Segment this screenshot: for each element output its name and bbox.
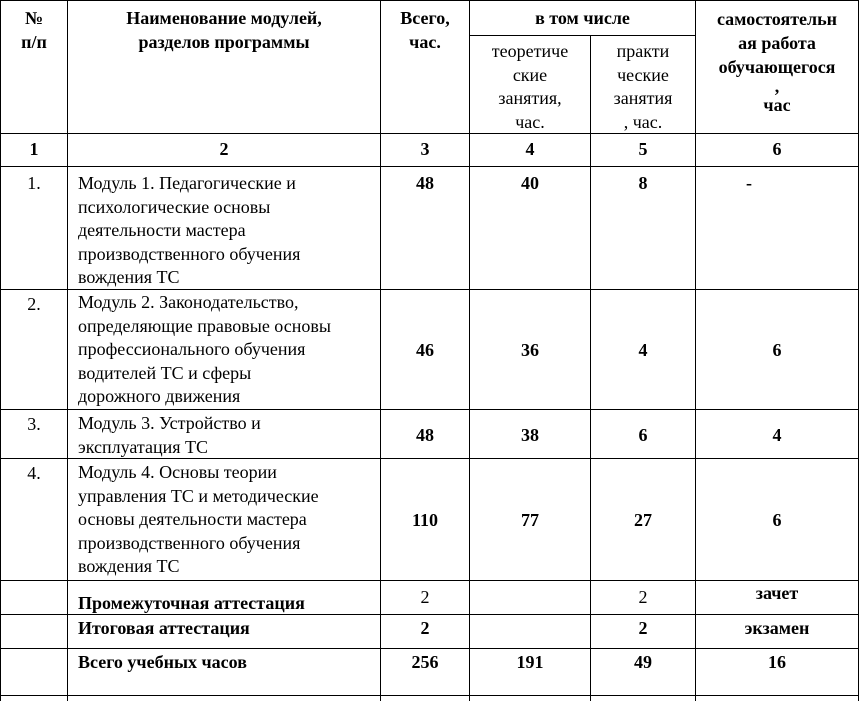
final-practice: 2	[638, 618, 648, 638]
summary-theory: 191	[516, 652, 544, 672]
intermediate-name: Промежуточная аттестация	[78, 593, 305, 613]
module-3-independent: 4	[772, 425, 782, 445]
colnum-4: 4	[525, 139, 535, 159]
final-name: Итоговая аттестация	[78, 618, 250, 638]
module-3-no: 3.	[27, 414, 41, 434]
header-practice: практи ческие занятия , час.	[613, 41, 673, 132]
border-top	[0, 0, 859, 1]
final-total: 2	[420, 618, 430, 638]
module-2-practice: 4	[638, 340, 648, 360]
module-1-name: Модуль 1. Педагогические и психологические основы деятельности мастера производственного обучения вождения ТС	[78, 173, 301, 287]
row-line-8	[0, 648, 859, 649]
col-divider-1	[67, 0, 68, 701]
module-4-name: Модуль 4. Основы теории управления ТС и методические основы деятельности мастера производственного обучения вождения ТС	[78, 462, 319, 576]
colnum-6: 6	[772, 139, 782, 159]
module-3-total: 48	[416, 425, 434, 445]
module-1-no: 1.	[27, 173, 41, 193]
border-right	[858, 0, 859, 701]
header-including: в том числе	[535, 8, 630, 28]
final-independent: экзамен	[744, 618, 810, 638]
colnum-2: 2	[219, 139, 229, 159]
module-3-name: Модуль 3. Устройство и эксплуатация ТС	[78, 413, 261, 457]
module-2-name: Модуль 2. Законодательство, определяющие правовые основы профессионального обучения водителей ТС и сферы дорожного движения	[78, 292, 331, 406]
module-2-independent: 6	[772, 340, 782, 360]
module-4-practice: 27	[634, 510, 652, 530]
module-4-no: 4.	[27, 463, 41, 483]
row-line-1	[0, 133, 859, 134]
colnum-5: 5	[638, 139, 648, 159]
intermediate-independent: зачет	[755, 583, 799, 603]
module-1-practice: 8	[638, 173, 648, 193]
module-3-practice: 6	[638, 425, 648, 445]
summary-independent: 16	[768, 652, 786, 672]
module-4-independent: 6	[772, 510, 782, 530]
row-line-4	[0, 409, 859, 410]
header-theory: теоретиче ские занятия, час.	[491, 41, 569, 132]
module-4-total: 110	[411, 510, 438, 530]
module-1-independent: -	[746, 173, 752, 193]
module-2-theory: 36	[521, 340, 539, 360]
module-3-theory: 38	[521, 425, 539, 445]
header-name: Наименование модулей, разделов программы	[126, 8, 322, 52]
colnum-3: 3	[420, 139, 430, 159]
module-2-total: 46	[416, 340, 434, 360]
module-1-theory: 40	[521, 173, 539, 193]
header-no: № п/п	[21, 8, 47, 52]
row-line-6	[0, 580, 859, 581]
subheader-line	[469, 35, 696, 36]
module-4-theory: 77	[521, 510, 539, 530]
border-bottom	[0, 695, 859, 696]
module-1-total: 48	[416, 173, 434, 193]
header-independent: самостоятельн ая работа обучающегося , час	[716, 9, 838, 115]
summary-practice: 49	[634, 652, 652, 672]
summary-total: 256	[411, 652, 439, 672]
intermediate-total: 2	[420, 587, 430, 607]
border-left	[0, 0, 1, 701]
colnum-1: 1	[29, 139, 39, 159]
header-total: Всего, час.	[400, 8, 450, 52]
intermediate-practice: 2	[638, 587, 648, 607]
row-line-2	[0, 166, 859, 167]
module-2-no: 2.	[27, 294, 41, 314]
summary-name: Всего учебных часов	[78, 652, 247, 672]
